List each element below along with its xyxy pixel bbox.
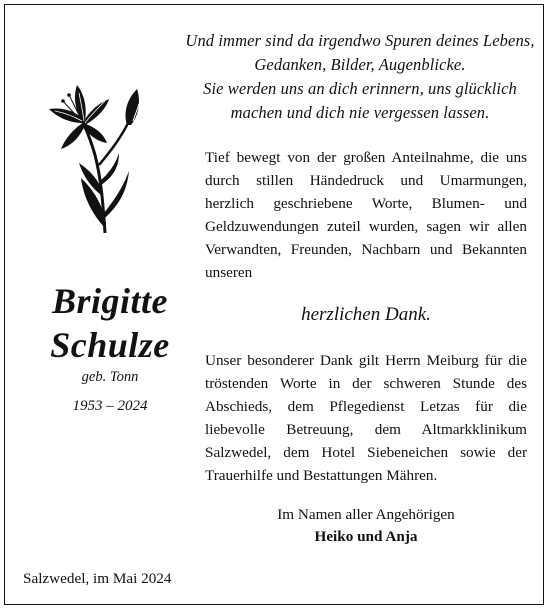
last-name: Schulze [50, 325, 170, 365]
signature [205, 504, 527, 548]
poem-line: Gedanken, Bilder, Augenblicke. [254, 55, 466, 74]
special-thanks-paragraph: Unser besonderer Dank gilt Herrn Meiburg für die tröstenden Worte in der schweren Stunde des Abschieds, dem Pflegedienst Letzas für die liebevolle Betreuung, dem Altmarkklinikum Salzwedel, dem Hotel Siebeneichen sowie der Trauerhilfe und Bestattungen Mähren. [205, 352, 527, 484]
poem-line: Und immer sind da irgendwo Spuren deines Lebens, [185, 31, 535, 50]
notice-frame [4, 4, 544, 605]
thanks-heading: herzlichen Dank. [301, 304, 431, 325]
signature-intro: Im Namen aller Angehörigen [277, 506, 455, 523]
signature-names: Heiko und Anja [314, 528, 418, 545]
poem [165, 29, 550, 125]
place-date: Salzwedel, im Mai 2024 [23, 570, 172, 587]
life-dates: 1953 – 2024 [72, 398, 148, 414]
deceased-info [23, 279, 197, 415]
poem-line: machen und dich nie vergessen lassen. [230, 103, 490, 122]
lily-flower-icon [43, 83, 163, 238]
first-name: Brigitte [51, 281, 168, 321]
gratitude-paragraph: Tief bewegt von der großen Anteilnahme, die uns durch stillen Händedruck und Umarmungen, herzlich geschriebene Worte, Blumen- und Geldzuwendungen zuteil wurden, sagen wir allen Verwandten, Freunden, Nachbarn und Bekannten unseren [205, 149, 527, 281]
poem-line: Sie werden uns an dich erinnern, uns glücklich [203, 79, 517, 98]
birth-name: geb. Tonn [81, 369, 139, 385]
